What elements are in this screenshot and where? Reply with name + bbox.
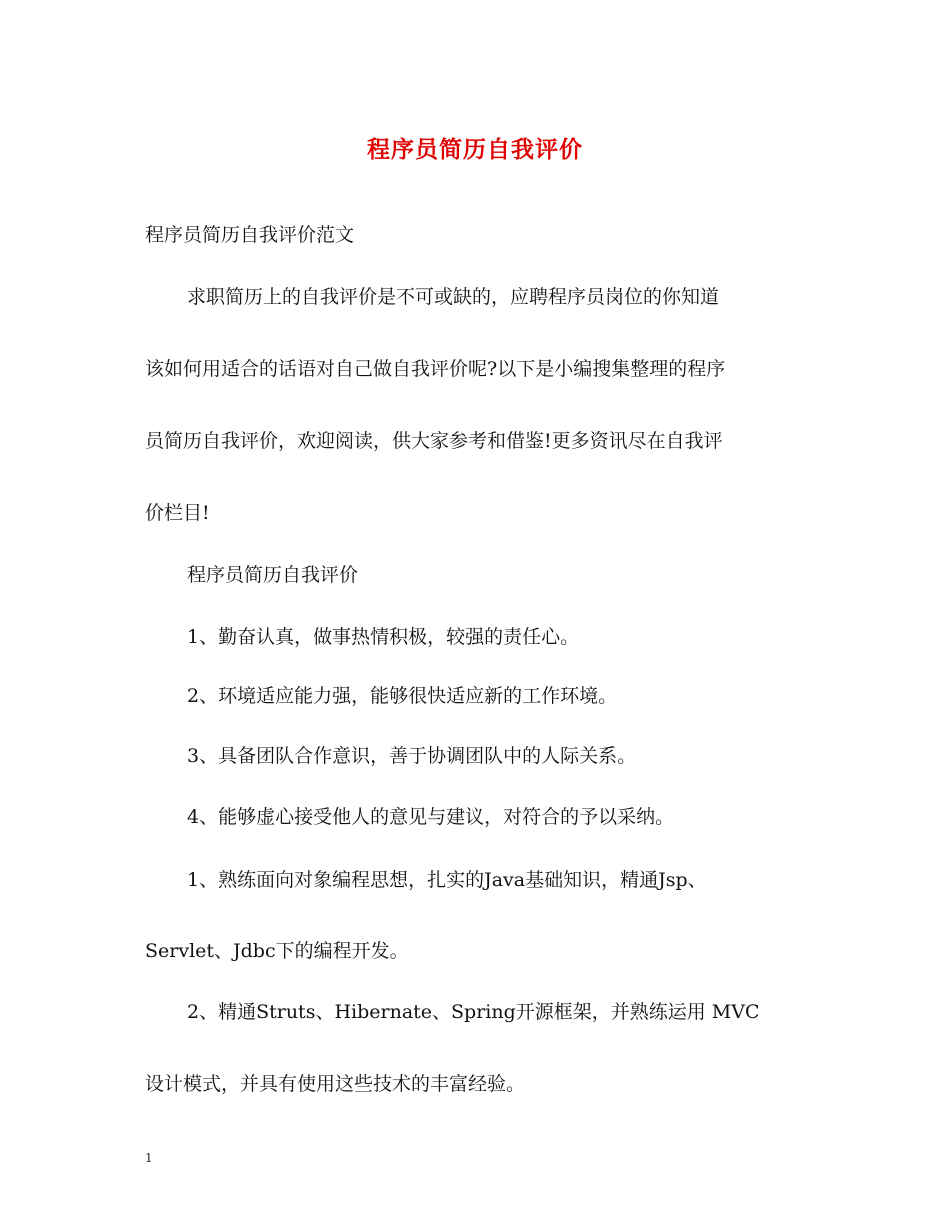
list-item-continuation: Servlet、Jdbc下的编程开发。 — [145, 940, 409, 962]
list-item: 2、精通Struts、Hibernate、Spring开源框架，并熟练运用 MVC — [187, 1001, 760, 1023]
paragraph-line: 价栏目! — [145, 502, 210, 524]
list-item-continuation: 设计模式，并具有使用这些技术的丰富经验。 — [145, 1073, 526, 1095]
paragraph-line: 求职简历上的自我评价是不可或缺的，应聘程序员岗位的你知道 — [187, 286, 720, 308]
list-item: 2、环境适应能力强，能够很快适应新的工作环境。 — [187, 685, 618, 707]
paragraph-line: 员简历自我评价，欢迎阅读，供大家参考和借鉴!更多资讯尽在自我评 — [145, 430, 723, 452]
paragraph-line: 该如何用适合的话语对自己做自我评价呢?以下是小编搜集整理的程序 — [145, 358, 726, 380]
subtitle-line: 程序员简历自我评价范文 — [145, 224, 355, 246]
section-heading: 程序员简历自我评价 — [187, 564, 359, 586]
list-item: 1、勤奋认真，做事热情积极，较强的责任心。 — [187, 626, 580, 648]
list-item: 1、熟练面向对象编程思想，扎实的Java基础知识，精通Jsp、 — [187, 869, 707, 891]
page-number: 1 — [145, 1151, 153, 1165]
document-title: 程序员简历自我评价 — [367, 136, 583, 163]
list-item: 4、能够虚心接受他人的意见与建议，对符合的予以采纳。 — [187, 806, 675, 828]
list-item: 3、具备团队合作意识，善于协调团队中的人际关系。 — [187, 745, 637, 767]
